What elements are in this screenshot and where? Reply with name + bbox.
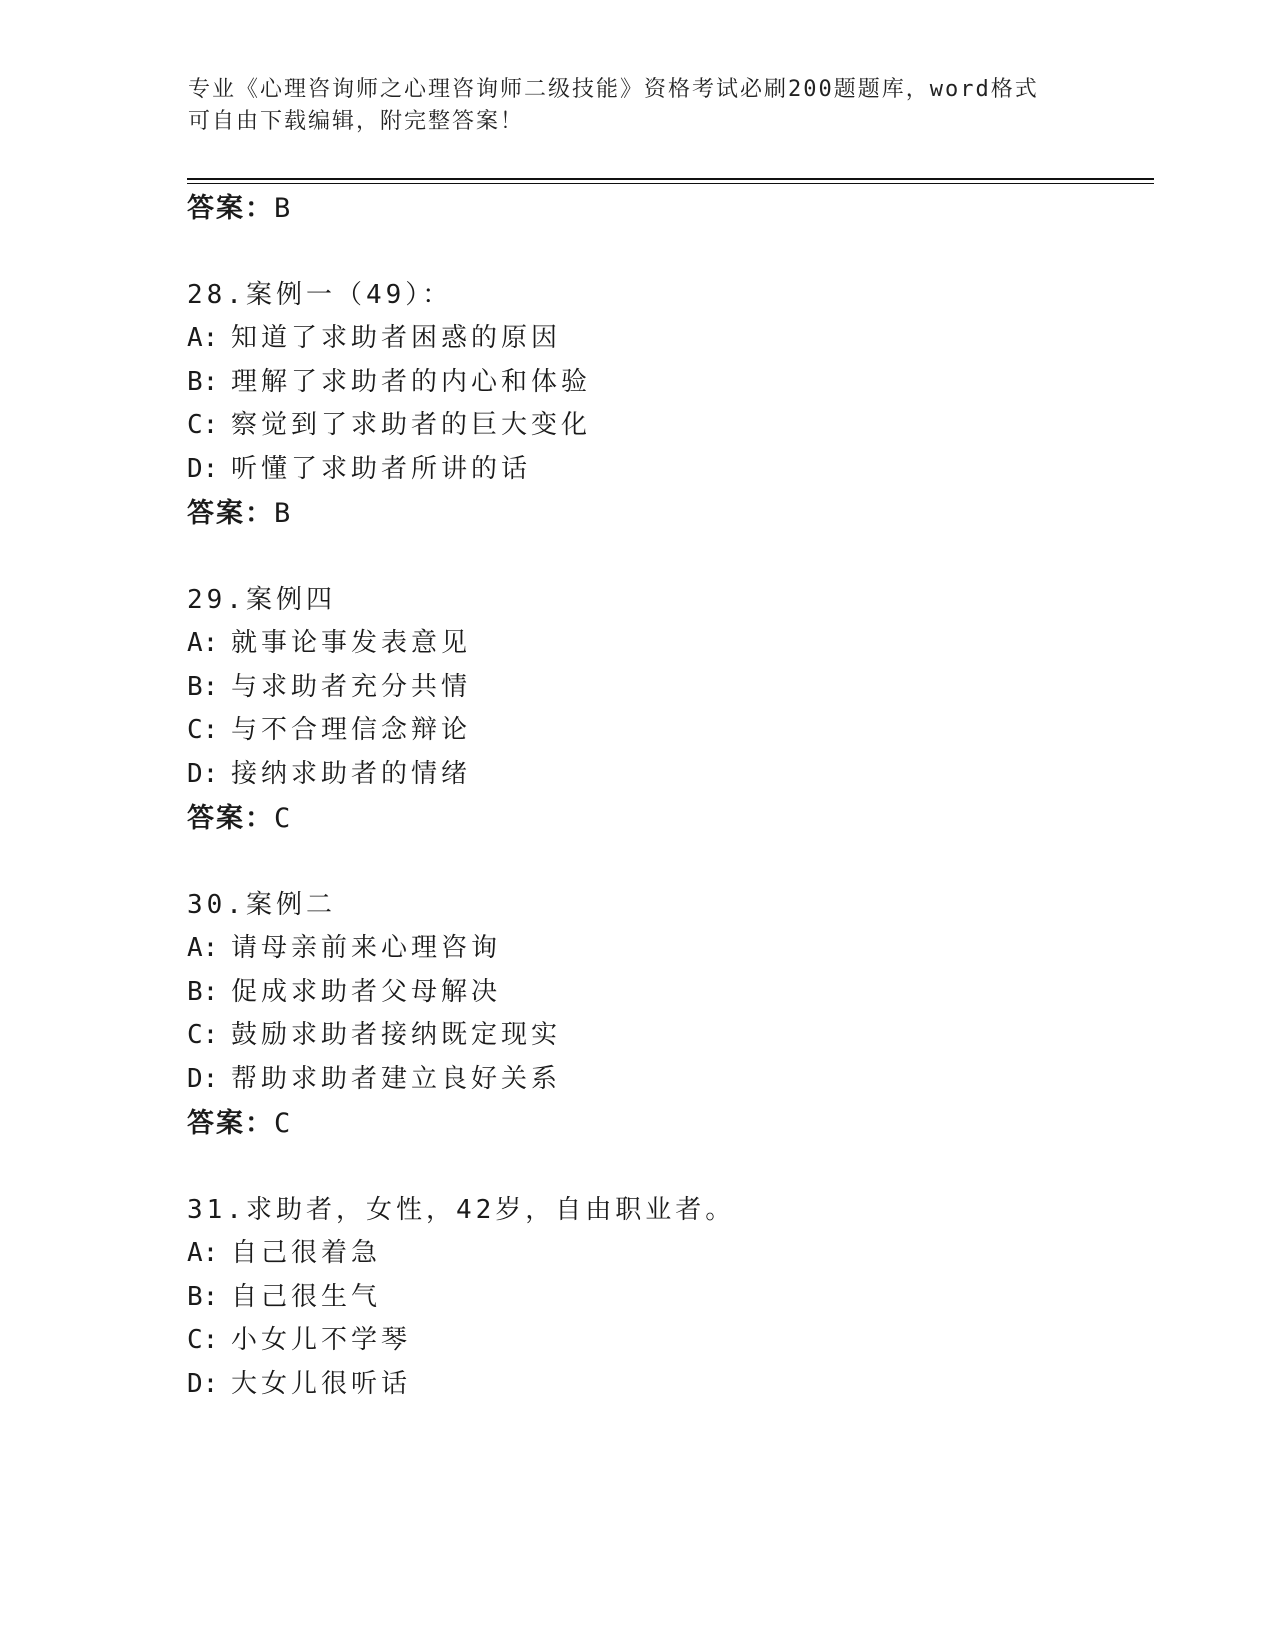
answer-label: 答案：	[187, 193, 274, 224]
option-text: 察觉到了求助者的巨大变化	[231, 410, 592, 440]
option-letter: B:	[187, 672, 219, 702]
header-rule-thin	[187, 183, 1154, 184]
option-text: 大女儿很听话	[231, 1369, 412, 1399]
option-letter: D:	[187, 1064, 219, 1094]
option-text: 自己很生气	[231, 1282, 382, 1312]
option-text: 鼓励求助者接纳既定现实	[231, 1020, 562, 1050]
option-d	[187, 753, 471, 790]
header-rule-thick	[187, 178, 1154, 180]
header-line-1: 专业《心理咨询师之心理咨询师二级技能》资格考试必刷200题题库，word格式	[188, 77, 1039, 102]
option-text: 促成求助者父母解决	[231, 977, 502, 1007]
option-c	[187, 404, 591, 441]
option-letter: B:	[187, 367, 219, 397]
option-text: 理解了求助者的内心和体验	[231, 367, 592, 397]
question-stem: 28.案例一（49）：	[187, 280, 453, 310]
answer-label: 答案：	[187, 1108, 274, 1139]
answer-label: 答案：	[187, 498, 274, 529]
answer-line	[187, 1101, 292, 1140]
option-letter: A:	[187, 323, 219, 353]
option-b	[187, 361, 591, 398]
question-stem: 30.案例二	[187, 890, 336, 920]
option-text: 知道了求助者困惑的原因	[231, 323, 562, 353]
option-text: 帮助求助者建立良好关系	[231, 1064, 562, 1094]
document-header	[188, 74, 1088, 138]
option-letter: C:	[187, 715, 219, 745]
option-text: 自己很着急	[231, 1238, 382, 1268]
option-letter: C:	[187, 410, 219, 440]
option-text: 与求助者充分共情	[231, 672, 472, 702]
option-c	[187, 1014, 561, 1051]
option-text: 接纳求助者的情绪	[231, 759, 472, 789]
answer-line	[187, 796, 292, 835]
option-letter: D:	[187, 759, 219, 789]
option-text: 小女儿不学琴	[231, 1325, 412, 1355]
option-letter: A:	[187, 628, 219, 658]
option-a	[187, 317, 561, 354]
option-text: 听懂了求助者所讲的话	[231, 454, 532, 484]
question-stem: 31.求助者，女性，42岁，自由职业者。	[187, 1195, 736, 1225]
answer-line	[187, 186, 292, 225]
option-d	[187, 448, 531, 485]
option-letter: A:	[187, 1238, 219, 1268]
answer-value: B	[274, 498, 293, 529]
option-letter: C:	[187, 1020, 219, 1050]
option-b	[187, 666, 471, 703]
option-b	[187, 1276, 381, 1313]
option-letter: B:	[187, 977, 219, 1007]
option-b	[187, 971, 501, 1008]
answer-line	[187, 491, 292, 530]
option-text: 就事论事发表意见	[231, 628, 472, 658]
answer-value: C	[274, 803, 293, 834]
option-letter: A:	[187, 933, 219, 963]
question-stem: 29.案例四	[187, 585, 336, 615]
option-a	[187, 927, 501, 964]
option-letter: C:	[187, 1325, 219, 1355]
option-c	[187, 1319, 411, 1356]
answer-label: 答案：	[187, 803, 274, 834]
option-text: 请母亲前来心理咨询	[231, 933, 502, 963]
option-a	[187, 622, 471, 659]
answer-value: B	[274, 193, 293, 224]
answer-value: C	[274, 1108, 293, 1139]
header-line-2: 可自由下载编辑，附完整答案！	[188, 109, 525, 134]
option-d	[187, 1363, 411, 1400]
option-a	[187, 1232, 381, 1269]
option-letter: D:	[187, 1369, 219, 1399]
option-c	[187, 709, 471, 746]
option-letter: D:	[187, 454, 219, 484]
option-text: 与不合理信念辩论	[231, 715, 472, 745]
option-letter: B:	[187, 1282, 219, 1312]
option-d	[187, 1058, 561, 1095]
